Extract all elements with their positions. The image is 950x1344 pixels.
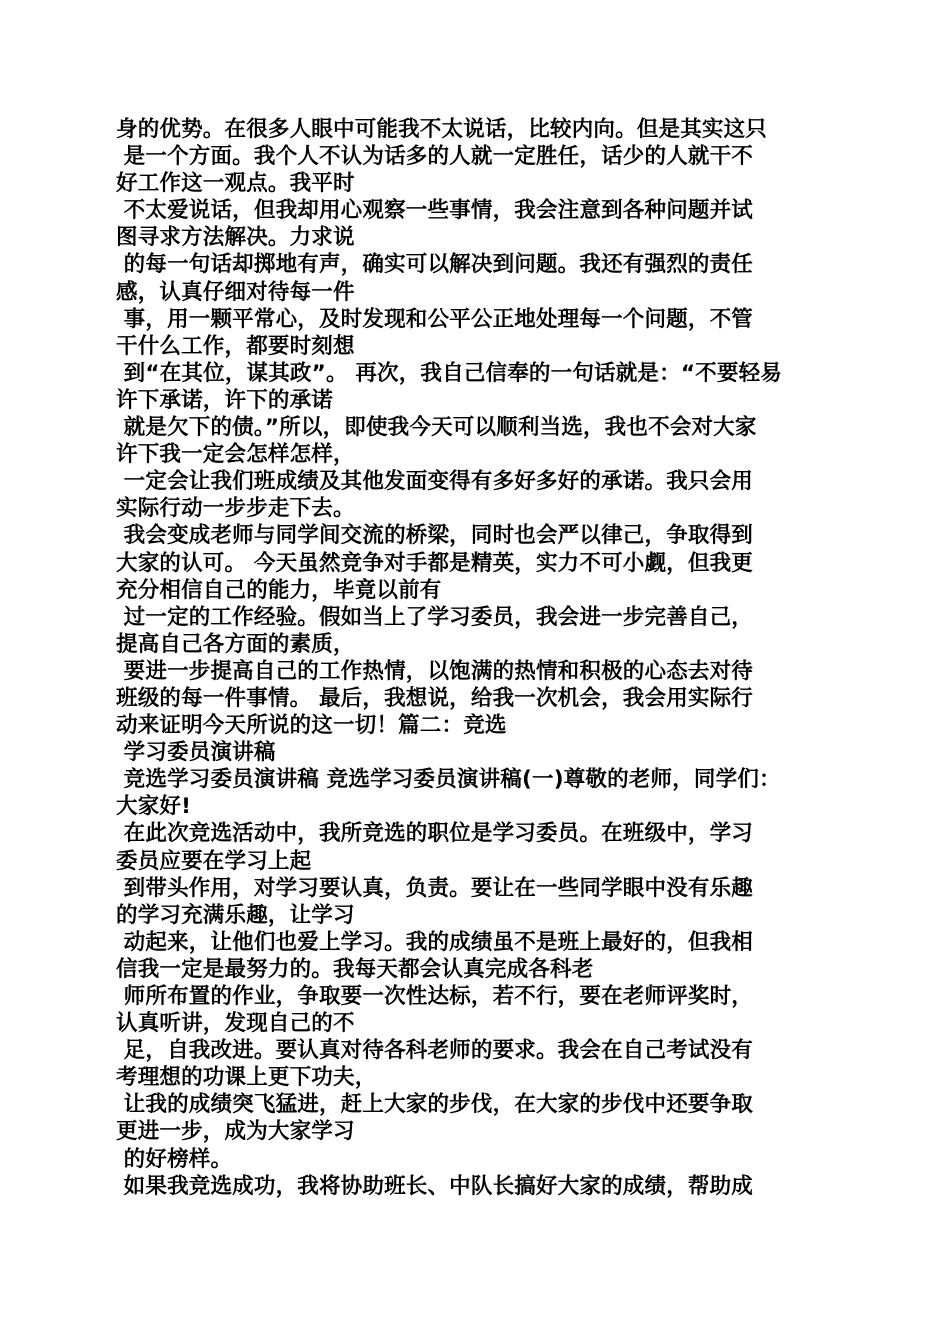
text-line: 考理想的功课上更下功夫， (116, 1065, 377, 1091)
text-line: 大家的认可。 今天虽然竞争对手都是精英，实力不可小觑，但我更 (116, 550, 753, 576)
text-line: 事，用一颗平常心，及时发现和公平公正地处理每一个问题，不管 (116, 306, 753, 332)
text-line: 更进一步，成为大家学习 (116, 1119, 355, 1145)
text-line: 委员应要在学习上起 (116, 848, 312, 874)
text-line: 感，认真仔细对待每一件 (116, 279, 355, 305)
text-line: 的好榜样。 (116, 1146, 233, 1172)
text-line: 竞选学习委员演讲稿 竞选学习委员演讲稿(一)尊敬的老师，同学们： (116, 767, 781, 793)
text-line: 学习委员演讲稿 (116, 740, 276, 766)
text-line: 提高自己各方面的素质， (116, 631, 355, 657)
text-line: 班级的每一件事情。 最后，我想说，给我一次机会，我会用实际行 (116, 685, 753, 711)
text-line: 实际行动一步步走下去。 (116, 496, 355, 522)
text-line: 认真听讲，发现自己的不 (116, 1011, 355, 1037)
document-body (116, 116, 836, 1200)
text-line: 的学习充满乐趣，让学习 (116, 902, 355, 928)
text-line: 大家好! (116, 794, 192, 820)
text-line: 到“在其位，谋其政”。 再次，我自己信奉的一句话就是：“不要轻易 (116, 360, 782, 386)
text-line: 图寻求方法解决。力求说 (116, 225, 355, 251)
text-line: 要进一步提高自己的工作热情，以饱满的热情和积极的心态去对待 (116, 658, 753, 684)
text-line: 我会变成老师与同学间交流的桥梁，同时也会严以律己，争取得到 (116, 523, 753, 549)
text-line: 就是欠下的债。”所以，即使我今天可以顺利当选，我也不会对大家 (116, 415, 757, 441)
text-line: 在此次竞选活动中，我所竞选的职位是学习委员。在班级中，学习 (116, 821, 753, 847)
text-line: 动来证明今天所说的这一切！篇二：竞选 (116, 713, 507, 739)
text-line: 是一个方面。我个人不认为话多的人就一定胜任，话少的人就干不 (116, 144, 753, 170)
text-line: 的每一句话却掷地有声，确实可以解决到问题。我还有强烈的责任 (116, 252, 753, 278)
text-line: 师所布置的作业，争取要一次性达标，若不行，要在老师评奖时， (116, 984, 753, 1009)
text-line: 如果我竞选成功，我将协助班长、中队长搞好大家的成绩，帮助成 (116, 1173, 753, 1199)
text-line: 动起来，让他们也爱上学习。我的成绩虽不是班上最好的，但我相 (116, 929, 753, 955)
text-line: 身的优势。在很多人眼中可能我不太说话，比较内向。但是其实这只 (116, 117, 768, 142)
text-line: 好工作这一观点。我平时 (116, 171, 355, 197)
text-line: 许下我一定会怎样怎样， (116, 442, 355, 468)
text-line: 到带头作用，对学习要认真，负责。要让在一些同学眼中没有乐趣 (116, 875, 753, 901)
text-line: 不太爱说话，但我却用心观察一些事情，我会注意到各种问题并试 (116, 198, 753, 224)
text-line: 让我的成绩突飞猛进，赶上大家的步伐，在大家的步伐中还要争取 (116, 1092, 753, 1118)
text-line: 信我一定是最努力的。我每天都会认真完成各科老 (116, 956, 594, 982)
text-line: 充分相信自己的能力，毕竟以前有 (116, 577, 442, 603)
text-line: 足，自我改进。要认真对待各科老师的要求。我会在自己考试没有 (116, 1038, 753, 1064)
text-line: 过一定的工作经验。假如当上了学习委员，我会进一步完善自己， (116, 604, 753, 630)
text-line: 许下承诺，许下的承诺 (116, 387, 334, 413)
text-line: 干什么工作，都要时刻想 (116, 333, 355, 359)
text-line: 一定会让我们班成绩及其他发面变得有多好多好的承诺。我只会用 (116, 469, 753, 495)
